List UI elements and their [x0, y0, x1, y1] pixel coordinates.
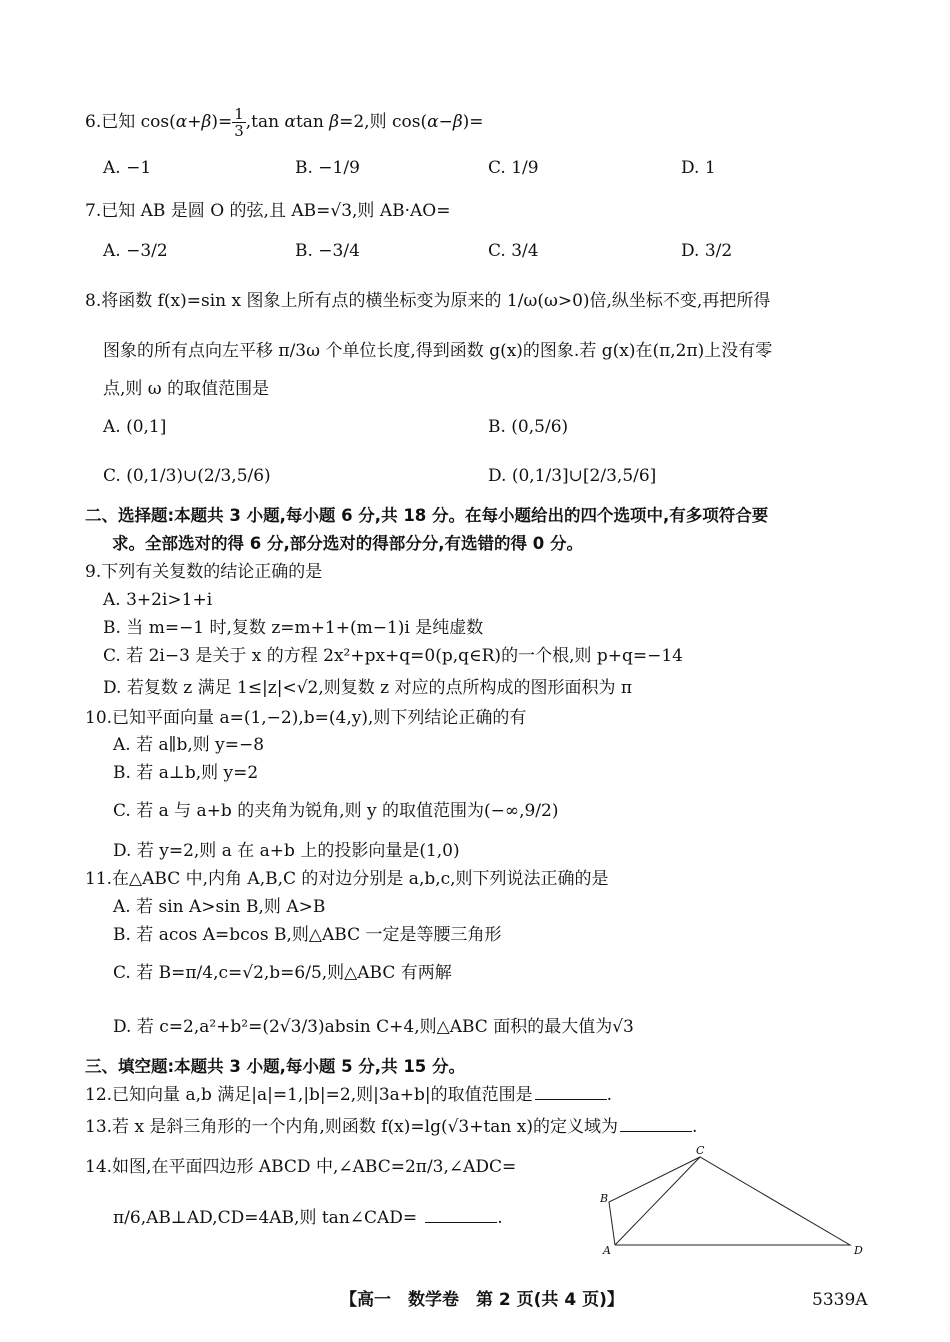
q8-line-3: 点,则 ω 的取值范围是	[103, 379, 270, 399]
q8-option-c[interactable]: C. (0,1/3)∪(2/3,5/6)	[103, 466, 271, 486]
q7-option-c[interactable]: C. 3/4	[488, 241, 539, 261]
q11-stem: 11.在△ABC 中,内角 A,B,C 的对边分别是 a,b,c,则下列说法正确的是	[85, 869, 609, 889]
q8-line-2: 图象的所有点向左平移 π/3ω 个单位长度,得到函数 g(x)的图象.若 g(x)在(π,2π)上没有零	[103, 341, 773, 361]
q9-option-b[interactable]: B. 当 m=−1 时,复数 z=m+1+(m−1)i 是纯虚数	[103, 618, 484, 638]
q11-option-b[interactable]: B. 若 acos A=bcos B,则△ABC 一定是等腰三角形	[113, 925, 502, 945]
q14-line-1: 14.如图,在平面四边形 ABCD 中,∠ABC=2π/3,∠ADC=	[85, 1157, 517, 1177]
q7-option-a[interactable]: A. −3/2	[103, 241, 168, 261]
q6-option-a[interactable]: A. −1	[103, 158, 152, 178]
q8-option-d[interactable]: D. (0,1/3]∪[2/3,5/6]	[488, 466, 657, 486]
q12-stem: 12.已知向量 a,b 满足|a|=1,|b|=2,则|3a+b|的取值范围是 .	[85, 1085, 613, 1105]
q11-option-c[interactable]: C. 若 B=π/4,c=√2,b=6/5,则△ABC 有两解	[113, 963, 452, 983]
q14-text: π/6,AB⊥AD,CD=4AB,则 tan∠CAD=	[113, 1208, 418, 1228]
q11-option-a[interactable]: A. 若 sin A>sin B,则 A>B	[113, 897, 326, 917]
section-2-heading: 二、选择题:本题共 3 小题,每小题 6 分,共 18 分。在每小题给出的四个选项中,有多项符合要	[85, 506, 769, 525]
footer-exam-code: 5339A	[812, 1290, 868, 1310]
q10-stem: 10.已知平面向量 a=(1,−2),b=(4,y),则下列结论正确的有	[85, 708, 527, 728]
q14-line-2: π/6,AB⊥AD,CD=4AB,则 tan∠CAD= .	[113, 1208, 503, 1228]
q6-option-d[interactable]: D. 1	[681, 158, 716, 178]
section-2-heading-cont: 求。全部选对的得 6 分,部分选对的得部分分,有选错的得 0 分。	[112, 534, 583, 553]
q8-option-a[interactable]: A. (0,1]	[103, 417, 167, 437]
q12-answer-blank[interactable]	[535, 1083, 607, 1100]
q13-answer-blank[interactable]	[620, 1115, 692, 1132]
q6-option-b[interactable]: B. −1/9	[295, 158, 360, 178]
q8-line-1: 8.将函数 f(x)=sin x 图象上所有点的横坐标变为原来的 1/ω(ω>0)倍,纵坐标不变,再把所得	[85, 291, 771, 311]
q7-option-d[interactable]: D. 3/2	[681, 241, 733, 261]
q14-answer-blank[interactable]	[425, 1206, 497, 1223]
q13-text: 13.若 x 是斜三角形的一个内角,则函数 f(x)=lg(√3+tan x)的定义域为	[85, 1117, 619, 1137]
q7-stem: 7.已知 AB 是圆 O 的弦,且 AB=√3,则 AB·AO=	[85, 201, 451, 221]
figure-label-d: D	[854, 1244, 863, 1257]
q6-stem: 6.已知 cos(α+β)= $\frac{1}{3}$ ,tan αtan β=2,则 cos(α−β)=	[85, 105, 484, 140]
figure-label-c: C	[696, 1144, 705, 1157]
section-3-heading: 三、填空题:本题共 3 小题,每小题 5 分,共 15 分。	[85, 1057, 466, 1076]
q6-stem-text	[85, 106, 109, 128]
q6-option-c[interactable]: C. 1/9	[488, 158, 539, 178]
q13-stem: 13.若 x 是斜三角形的一个内角,则函数 f(x)=lg(√3+tan x)的定义域为 .	[85, 1117, 698, 1137]
figure-label-a: A	[603, 1244, 611, 1257]
q8-option-b[interactable]: B. (0,5/6)	[488, 417, 569, 437]
q10-option-a[interactable]: A. 若 a∥b,则 y=−8	[113, 735, 265, 755]
q10-option-d[interactable]: D. 若 y=2,则 a 在 a+b 上的投影向量是(1,0)	[113, 841, 460, 861]
quadrilateral-figure	[595, 1140, 875, 1265]
q10-option-b[interactable]: B. 若 a⊥b,则 y=2	[113, 763, 259, 783]
q10-option-c[interactable]: C. 若 a 与 a+b 的夹角为锐角,则 y 的取值范围为(−∞,9/2)	[113, 801, 559, 821]
q9-option-c[interactable]: C. 若 2i−3 是关于 x 的方程 2x²+px+q=0(p,q∈R)的一个根,则 p+q=−14	[103, 646, 683, 666]
q9-stem: 9.下列有关复数的结论正确的是	[85, 562, 323, 582]
footer-page-title: 【高一 数学卷 第 2 页(共 4 页)】	[340, 1290, 624, 1310]
q9-option-d[interactable]: D. 若复数 z 满足 1≤|z|<√2,则复数 z 对应的点所构成的图形面积为 π	[103, 678, 633, 698]
q7-option-b[interactable]: B. −3/4	[295, 241, 360, 261]
q12-text: 12.已知向量 a,b 满足|a|=1,|b|=2,则|3a+b|的取值范围是	[85, 1085, 533, 1105]
figure-label-b: B	[600, 1192, 609, 1205]
q9-option-a[interactable]: A. 3+2i>1+i	[103, 590, 213, 610]
q11-option-d[interactable]: D. 若 c=2,a²+b²=(2√3/3)absin C+4,则△ABC 面积的最大值为√3	[113, 1017, 634, 1037]
